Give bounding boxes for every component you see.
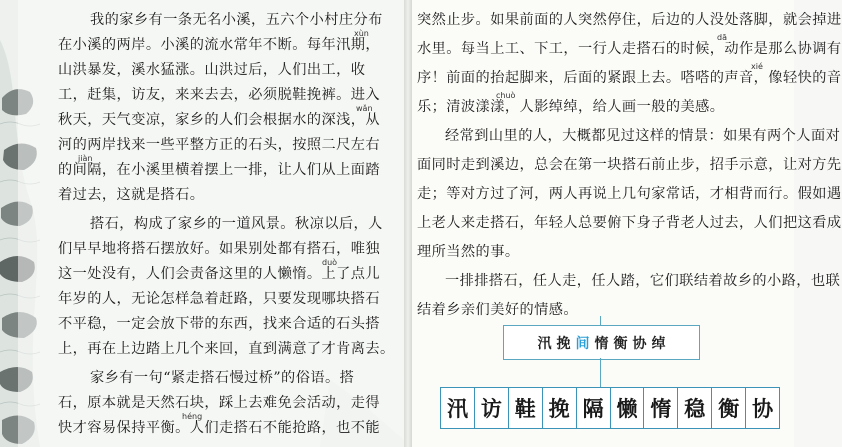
text-line: 理所当然的事。	[417, 244, 520, 260]
text-line: 上老人来走搭石，年轻人总要俯下身子背老人过去，人们把这看成	[417, 215, 842, 231]
text-line: 们早早地将搭石摆放好。如果别处都有搭石，唯独	[58, 241, 381, 257]
pinyin-annotation: xié	[751, 62, 763, 71]
new-word-char: 衡	[613, 335, 628, 352]
text-line: 我的家乡有一条无名小溪，五六个小村庄分布	[90, 12, 383, 28]
text-line: 面同时走到溪边，总会在第一块搭石前止步，招手示意，让对方先	[417, 157, 842, 173]
grid-cell-char: 懒	[611, 388, 645, 428]
text-line: 突然止步。如果前面的人突然停住，后边的人没处落脚，就会掉进	[417, 12, 842, 28]
new-word-char: 绰	[651, 335, 666, 352]
text-line: 一排排搭石，任人走，任人踏，它们联结着故乡的小路，也联	[445, 273, 841, 289]
text-line: 年岁的人，无论怎样急着赶路，只要发现哪块搭石	[58, 291, 381, 307]
grid-cell-char: 鞋	[509, 388, 543, 428]
pinyin-annotation: duò	[322, 258, 338, 267]
text-line: 搭石，构成了家乡的一道风景。秋凉以后，人	[90, 216, 383, 232]
text-line: 结着乡亲们美好的情感。	[417, 302, 579, 318]
text-line: 的间隔，在小溪里横着摆上一排，让人们从上面踏	[58, 162, 381, 178]
text-line: 乐；清波漾漾，人影绰绰，给人画一般的美感。	[417, 99, 725, 115]
text-line: 着过去，这就是搭石。	[58, 187, 205, 203]
text-line: 家乡有一句“紧走搭石慢过桥”的俗语。搭	[90, 370, 355, 386]
new-words-box	[503, 325, 700, 360]
new-word-char: 挽	[556, 335, 571, 352]
grid-cell-char: 稳	[678, 388, 712, 428]
text-line: 快才容易保持平衡。人们走搭石不能抢路，也不能	[58, 420, 381, 436]
text-line: 工，赶集，访友，来来去去，必须脱鞋挽裤。进入	[58, 87, 381, 103]
pinyin-annotation: dā	[717, 33, 727, 42]
text-line: 河的两岸找来一些平整方正的石头，按照二尺左右	[58, 137, 381, 153]
pinyin-annotation: chuò	[496, 91, 516, 100]
grid-cell-char: 衡	[712, 388, 746, 428]
text-line: 山洪暴发，溪水猛涨。山洪过后，人们出工，收	[58, 62, 366, 78]
pinyin-annotation: héng	[182, 412, 203, 421]
text-line: 秋天，天气变凉，家乡的人们会根据水的深浅，从	[58, 112, 381, 128]
pinyin-annotation: jiàn	[78, 154, 93, 163]
new-word-char: 汛	[537, 335, 552, 352]
pinyin-annotation: wǎn	[356, 104, 373, 113]
new-word-char-highlighted: 间	[575, 335, 590, 352]
text-line: 石，原本就是天然石块，踩上去难免会活动，走得	[58, 395, 381, 411]
text-line: 水里。每当上工、下工，一行人走搭石的时候，动作是那么协调有	[417, 41, 842, 57]
grid-cell-char: 协	[752, 396, 774, 421]
grid-cell-char: 访	[475, 388, 509, 428]
writing-characters-grid	[440, 387, 780, 429]
text-line: 不平稳，一定会放下带的东西，找来合适的石头搭	[58, 316, 381, 332]
grid-cell-char: 惰	[644, 388, 678, 428]
book-gutter	[404, 0, 412, 447]
new-word-char: 协	[632, 335, 647, 352]
text-line: 经常到山里的人，大概都见过这样的情景：如果有两个人面对	[445, 128, 841, 144]
text-line: 在小溪的两岸。小溪的流水常年不断。每年汛期，	[58, 37, 381, 53]
text-line: 上，再在上边踏上几个来回，直到满意了才肯离去。	[58, 341, 395, 357]
text-line: 序！前面的抬起脚来，后面的紧跟上去。嗒嗒的声音，像轻快的音	[417, 70, 842, 86]
grid-cell-char: 汛	[441, 388, 475, 428]
text-line: 走；等对方过了河，两人再说上几句家常话，才相背而行。假如遇	[417, 186, 842, 202]
right-text-page	[412, 0, 842, 447]
pinyin-annotation: xùn	[354, 29, 369, 38]
grid-cell-char: 挽	[543, 388, 577, 428]
grid-cell-char: 隔	[577, 388, 611, 428]
new-word-char: 惰	[594, 335, 609, 352]
connector-line	[600, 358, 601, 388]
text-line: 这一处没有，人们会责备这里的人懒惰。上了点儿	[58, 266, 381, 282]
left-text-page	[18, 0, 404, 447]
